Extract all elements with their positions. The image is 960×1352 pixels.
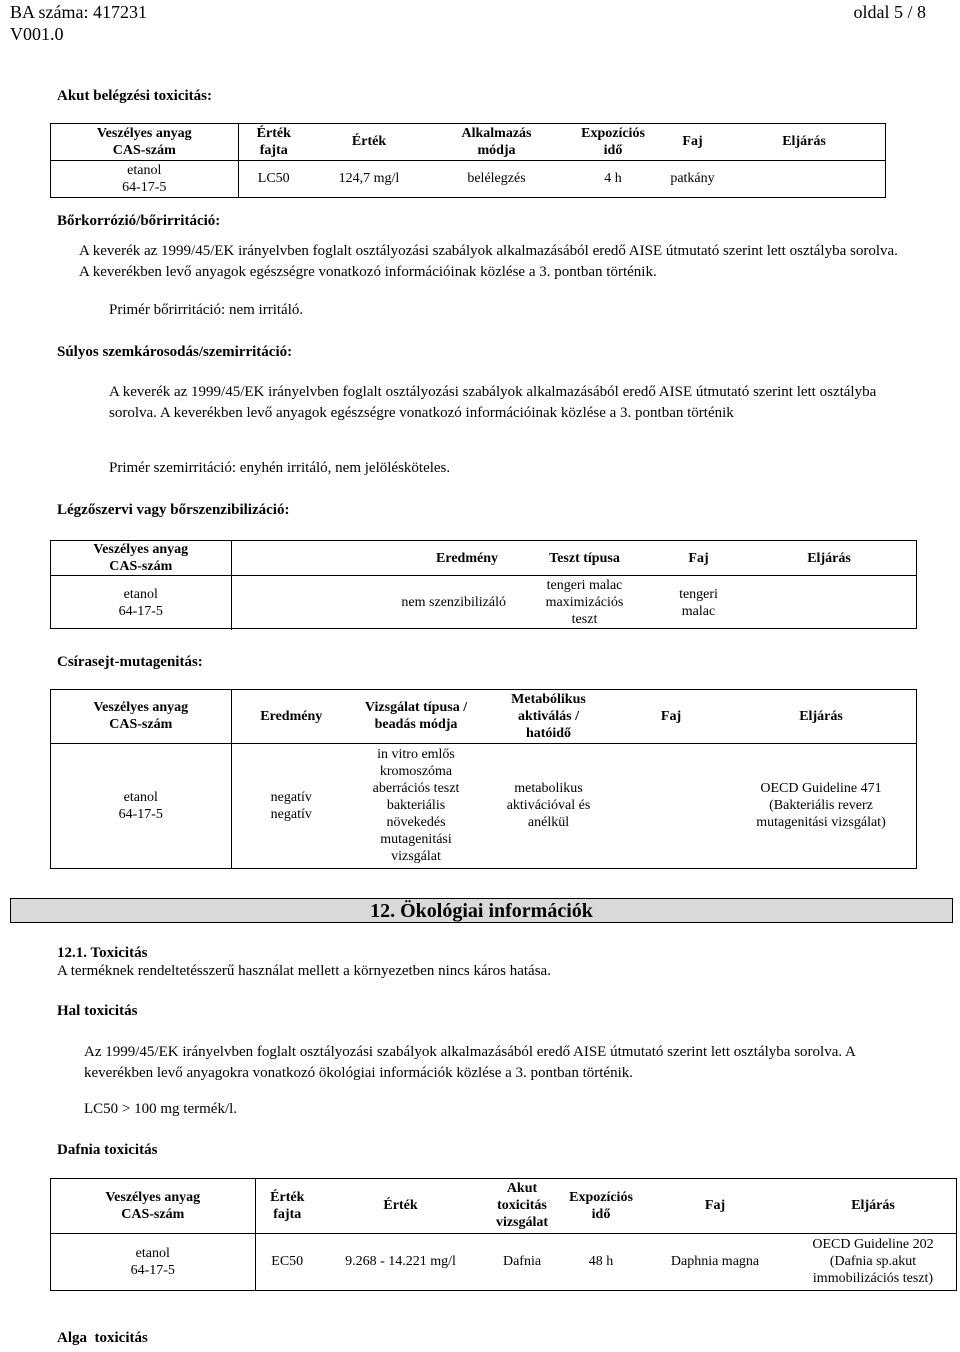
eye-title: Súlyos szemkárosodás/szemirritáció: (57, 344, 293, 360)
daph-h5: Faj (640, 1179, 790, 1233)
daph-h4: Expozíciós idő (562, 1179, 640, 1233)
mut-c2: in vitro emlős kromoszóma aberrációs teszt bakteriális növekedés mutagenitási vizsgálat (372, 747, 460, 865)
inh-c2: 124,7 mg/l (338, 171, 400, 187)
fish-lc50: LC50 > 100 mg termék/l. (84, 1101, 238, 1117)
mut-h4: Faj (616, 690, 726, 743)
mut-c5: OECD Guideline 471 (Bakteriális reverz mutagenitási vizsgálat) (756, 781, 886, 831)
skin-title: Bőrkorrózió/bőrirritáció: (57, 213, 221, 229)
inhalation-table (51, 124, 885, 197)
mut-h3: Metabólikus aktiválás / hatóidő (481, 690, 616, 743)
daph-h3: Akut toxicitás vizsgálat (482, 1179, 562, 1233)
inh-h1: Érték fajta (238, 124, 309, 160)
mutagenicity-table (51, 690, 916, 868)
daph-h0: Veszélyes anyag CAS-szám (51, 1179, 255, 1233)
inh-h6: Eljárás (723, 124, 885, 160)
fish-text: Az 1999/45/EK irányelvben foglalt osztályozási szabályok alkalmazásából eredő AISE útmutató szerint lett osztályba sorolva. A keverékben levő anyagokra vonatkozó ökológiai információk közlése a 3. pontban történik. (84, 1044, 856, 1081)
mut-h5: Eljárás (726, 690, 916, 743)
sens-c4 (742, 576, 916, 630)
daph-c3: Dafnia (502, 1254, 542, 1270)
mut-h1: Eredmény (231, 690, 351, 743)
inh-c1: LC50 (257, 171, 290, 187)
eye-text: A keverék az 1999/45/EK irányelvben foglalt osztályozási szabályok alkalmazásából eredő AISE útmutató szerint lett osztályba sorolva. A keverékben levő anyagok egészségre vonatkozó információinak közlése a 3. pontban történik (109, 384, 877, 421)
mut-h0: Veszélyes anyag CAS-szám (51, 690, 231, 743)
daph-c1: EC50 (271, 1254, 304, 1270)
inh-h4: Expozíciós idő (564, 124, 662, 160)
mut-h2: Vizsgálat típusa / beadás módja (351, 690, 481, 743)
daph-c2: 9.268 - 14.221 mg/l (345, 1254, 456, 1270)
version: V001.0 (10, 24, 64, 44)
sens-h1: Eredmény (231, 541, 514, 576)
inh-c4: 4 h (604, 171, 622, 187)
toxicity-text: A terméknek rendeltetésszerű használat mellett a környezetben nincs káros hatása. (57, 963, 551, 979)
mut-c1: negatív negatív (270, 789, 312, 822)
sens-h0: Veszélyes anyag CAS-szám (51, 541, 231, 576)
page-number: oldal 5 / 8 (853, 2, 926, 22)
toxicity-subtitle: 12.1. Toxicitás (57, 945, 148, 961)
daphnia-title: Dafnia toxicitás (57, 1142, 158, 1158)
inh-c0: etanol 64-17-5 (51, 160, 238, 197)
inh-c6 (723, 160, 885, 197)
eye-primary: Primér szemirritáció: enyhén irritáló, nem jelölésköteles. (109, 460, 451, 476)
sens-c3: tengeri malac (679, 586, 718, 619)
inhalation-title: Akut belégzési toxicitás: (57, 88, 212, 104)
sens-c0: etanol 64-17-5 (51, 576, 231, 630)
inh-c3: belélegzés (467, 171, 526, 187)
algae-title: Alga toxicitás (57, 1330, 148, 1346)
sens-h3: Faj (655, 541, 742, 576)
sens-h2: Teszt típusa (514, 541, 655, 576)
daph-c0: etanol 64-17-5 (51, 1233, 255, 1290)
mut-c3: metabolikus aktivációval és anélkül (506, 781, 591, 831)
inh-h2: Érték (309, 124, 429, 160)
inh-h5: Faj (662, 124, 723, 160)
ba-number: BA száma: 417231 (10, 2, 147, 22)
sensitization-title: Légzőszervi vagy bőrszenzibilizáció: (57, 502, 290, 518)
mut-c0: etanol 64-17-5 (51, 743, 231, 868)
sens-c1: nem szenzibilizáló (401, 595, 506, 611)
daph-c4: 48 h (588, 1254, 614, 1270)
skin-text: A keverék az 1999/45/EK irányelvben foglalt osztályozási szabályok alkalmazásából eredő AISE útmutató szerint lett osztályba sorolva. A keverékben levő anyagok egészségre vonatkozó információinak közlése a 3. pontban történik. (79, 243, 898, 280)
mut-c4 (616, 743, 726, 868)
sens-c2: tengeri malac maximizációs teszt (545, 578, 624, 628)
sens-h4: Eljárás (742, 541, 916, 576)
inh-h3: Alkalmazás módja (429, 124, 564, 160)
mutagenicity-title: Csírasejt-mutagenitás: (57, 654, 203, 670)
inh-c5: patkány (670, 171, 715, 187)
fish-title: Hal toxicitás (57, 1003, 138, 1019)
sensitization-table (51, 541, 916, 630)
inh-h0: Veszélyes anyag CAS-szám (51, 124, 238, 160)
section-12-title: 12. Ökológiai információk (10, 898, 953, 923)
skin-primary: Primér bőrirritáció: nem irritáló. (109, 302, 304, 318)
daph-h1: Érték fajta (255, 1179, 319, 1233)
daphnia-table (51, 1179, 956, 1290)
daph-h2: Érték (319, 1179, 482, 1233)
daph-c5: Daphnia magna (670, 1254, 760, 1270)
daph-h6: Eljárás (790, 1179, 956, 1233)
daph-c6: OECD Guideline 202 (Dafnia sp.akut immobilizációs teszt) (812, 1237, 934, 1287)
